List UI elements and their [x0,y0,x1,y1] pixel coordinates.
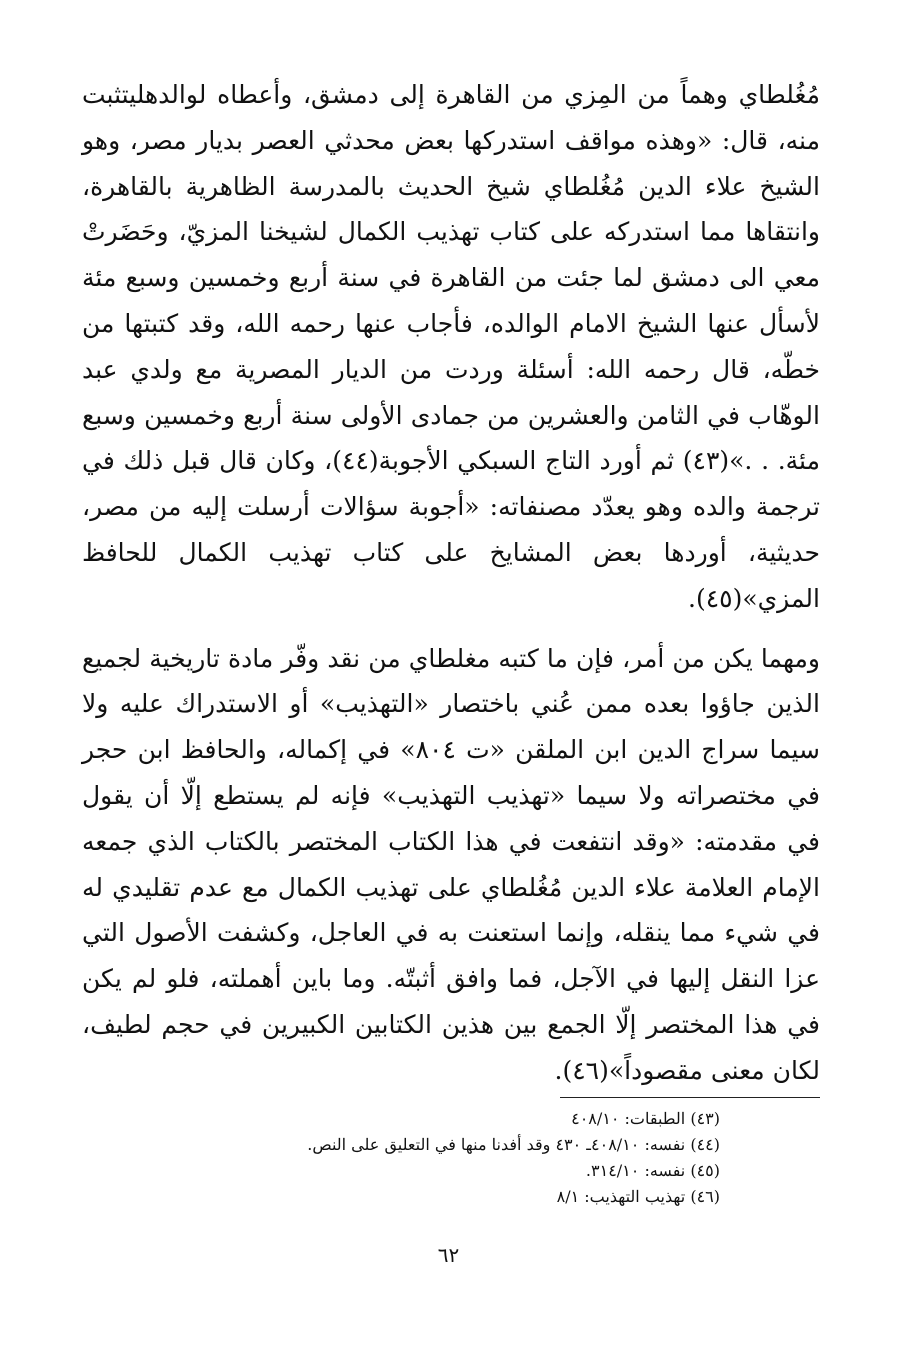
footnote-divider [560,1097,820,1098]
footnote: (٤٥) نفسه: ٣١٤/١٠. [585,1161,720,1180]
footnotes [240,1106,720,1210]
main-text [82,72,820,1094]
footnote: (٤٣) الطبقات: ٤٠٨/١٠ [571,1109,720,1128]
footnote: (٤٤) نفسه: ٤٠٨/١٠ـ ٤٣٠ وقد أفدنا منها في التعليق على النص. [307,1135,720,1154]
page-number: ٦٢ [437,1243,460,1267]
paragraph: مُغُلطاي وهماً من المِزي من القاهرة إلى دمشق، وأعطاه لوالدهليتثبت منه، قال: «وهذه مواقف استدركها بعض محدثي العصر بديار مصر، وهو الشيخ علاء الدين مُغُلطاي شيخ الحديث بالمدرسة الظاهرية بالقاهرة، وانتقاها مما استدركه على كتاب تهذيب الكمال لشيخنا المزيّ، وحَضَرتْ معي الى دمشق لما جئت من القاهرة في سنة أربع وخمسين وسبع مئة لأسأل عنها الشيخ الامام الوالده، فأجاب عنها رحمه الله، وقد كتبتها من خطّه، قال رحمه الله: أسئلة وردت من الديار المصرية مع ولدي عبد الوهّاب في الثامن والعشرين من جمادى الأولى سنة أربع وخمسين وسبع مئة. . .»(٤٣) ثم أورد التاج السبكي الأجوبة(٤٤)، وكان قال قبل ذلك في ترجمة والده وهو يعدّد مصنفاته: «أجوبة سؤالات أرسلت إليه من مصر، حديثية، أوردها بعض المشايخ على كتاب تهذيب الكمال للحافظ المزي»(٤٥). [82,80,820,613]
footnote: (٤٦) تهذيب التهذيب: ٨/١ [556,1187,720,1206]
paragraph: ومهما يكن من أمر، فإن ما كتبه مغلطاي من نقد وفّر مادة تاريخية لجميع الذين جاؤوا بعده ممن عُني باختصار «التهذيب» أو الاستدراك عليه ولا سيما سراج الدين ابن الملقن «ت ٨٠٤» في إكماله، والحافظ ابن حجر في مختصراته ولا سيما «تهذيب التهذيب» فإنه لم يستطع إلّا أن يقول في مقدمته: «وقد انتفعت في هذا الكتاب المختصر بالكتاب الذي جمعه الإمام العلامة علاء الدين مُغُلطاي على تهذيب الكمال مع عدم تقليدي له في شيء مما ينقله، وإنما استعنت به في العاجل، وكشفت الأصول التي عزا النقل إليها في الآجل، فما وافق أثبتّه. وما باين أهملته، فلو لم يكن في هذا المختصر إلّا الجمع بين هذين الكتابين الكبيرين في حجم لطيف، لكان معنى مقصوداً»(٤٦). [82,643,821,1085]
